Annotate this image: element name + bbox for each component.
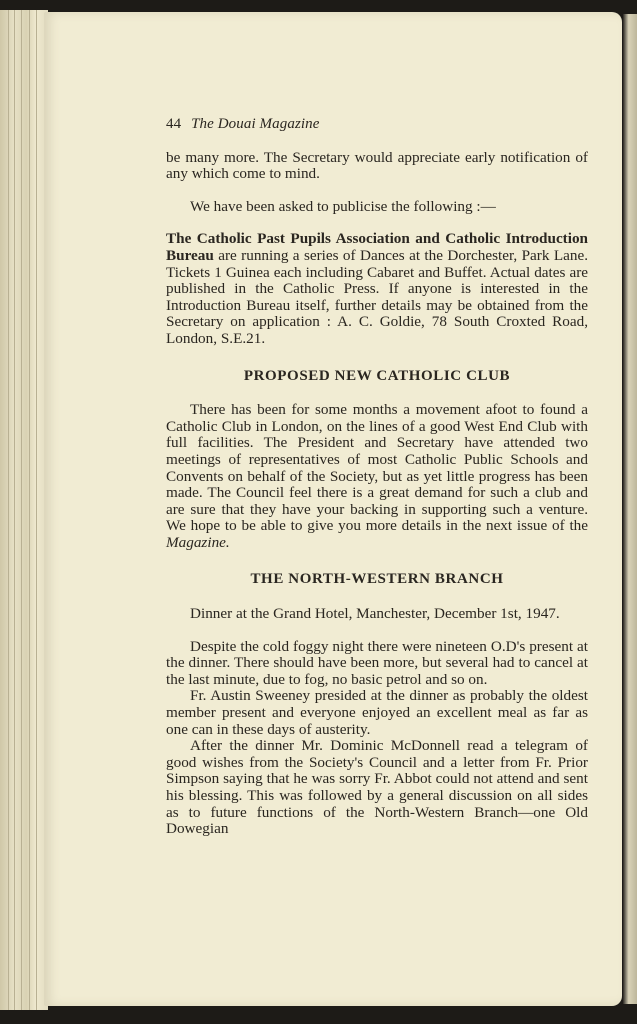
paragraph-continuation: be many more. The Secretary would appreciate early notification of any which come to mind.	[166, 148, 588, 183]
running-title: The Douai Magazine	[191, 116, 320, 132]
page-stack-edge	[0, 10, 48, 1010]
bureau-name: The Catholic Past Pupils Association and Catholic Introduction Bureau	[166, 230, 588, 264]
paragraph-publicise: We have been asked to publicise the following :—	[190, 197, 496, 215]
paragraph-catholic-club	[166, 402, 588, 551]
bureau-details: are running a series of Dances at the Dorchester, Park Lane. Tickets 1 Guinea each including Cabaret and Buffet. Actual dates are published in the Catholic Press. If anyone is interested in the Introduction Bureau itself, further details may be obtained from the Secretary on application : A. C. Goldie, 78 South Croxted Road, London, S.E.21.	[166, 246, 588, 347]
page-content	[166, 116, 588, 838]
paragraph-dinner-date: Dinner at the Grand Hotel, Manchester, December 1st, 1947.	[190, 605, 560, 623]
paragraph-bureau	[166, 231, 588, 347]
paragraph-dinner-after: After the dinner Mr. Dominic McDonnell read a telegram of good wishes from the Society's Council and a letter from Fr. Prior Simpson saying that he was sorry Fr. Abbot could not attend and sent his blessing. This was followed by a general discussion on all sides as to future functions of the North-Western Branch—one Old Dowegian	[166, 737, 588, 838]
paragraph-dinner-president: Fr. Austin Sweeney presided at the dinner as probably the oldest member present and everyone enjoyed an excellent meal as far as one can in these days of austerity.	[166, 687, 588, 738]
next-page-edge	[623, 14, 637, 1004]
running-header	[166, 116, 588, 133]
page-number: 44	[166, 116, 182, 132]
section-heading-north-western: THE NORTH-WESTERN BRANCH	[250, 571, 504, 588]
paragraph-dinner-attendance: Despite the cold foggy night there were nineteen O.D's present at the dinner. There should have been more, but several had to cancel at the last minute, due to fog, no basic petrol and so on.	[166, 637, 588, 688]
magazine-italic: Magazine.	[166, 533, 230, 551]
catholic-club-text: There has been for some months a movement afoot to found a Catholic Club in London, on the lines of a good West End Club with full facilities. The President and Secretary have attended two meetings of representatives of most Catholic Public Schools and Convents on behalf of the Society, but as yet little progress has been made. The Council feel there is a great demand for such a club and are sure that they have your backing in supporting such a venture. We hope to be able to give you more details in the next issue of the	[166, 401, 588, 535]
section-heading-catholic-club: PROPOSED NEW CATHOLIC CLUB	[243, 367, 511, 384]
